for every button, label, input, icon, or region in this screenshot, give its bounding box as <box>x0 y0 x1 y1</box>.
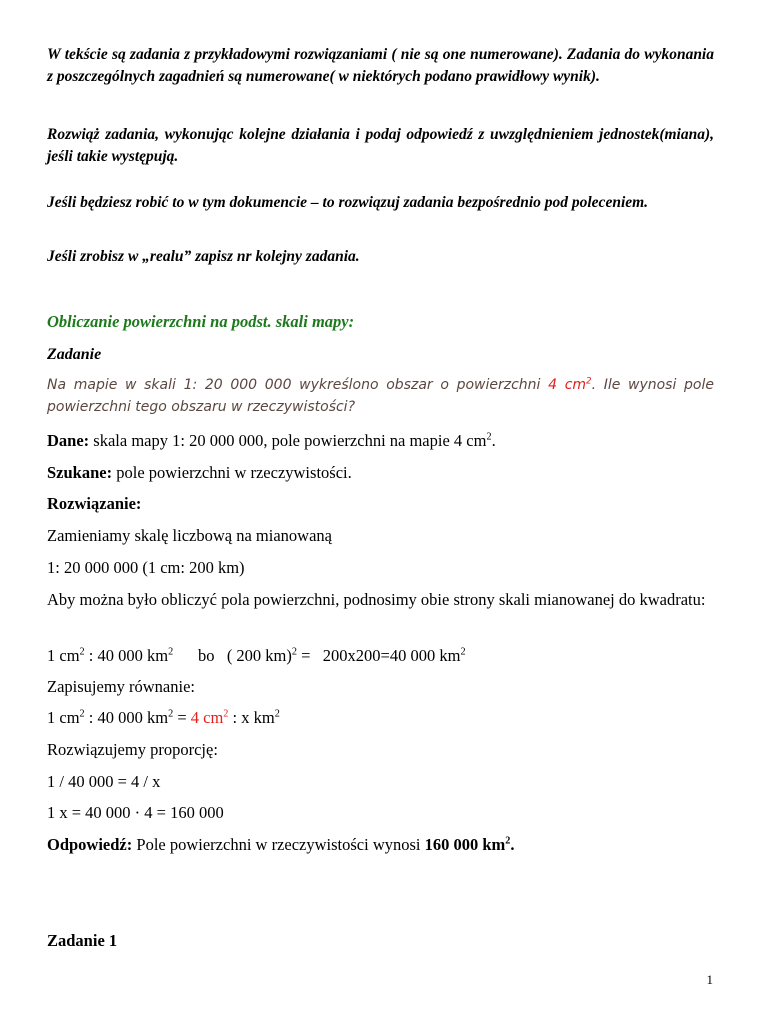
solution-step-3: Aby można było obliczyć pola powierzchni, podnosimy obie strony skali mianowanej do kwadratu: <box>47 590 706 609</box>
answer-value-sup: 2 <box>505 835 511 847</box>
task-text-after: . Ile wynosi pole powierzchni tego obszaru w rzeczywistości? <box>47 377 714 415</box>
eq2-c: = <box>173 708 191 727</box>
section-heading: Obliczanie powierzchni na podst. skali mapy: <box>47 312 355 331</box>
solution-step-1: Zamieniamy skalę liczbową na mianowaną <box>47 526 332 545</box>
given-data-line <box>47 430 714 452</box>
eq1-b-sup: 2 <box>168 646 174 658</box>
intro-paragraph-2: Rozwiąż zadania, wykonując kolejne działania i podaj odpowiedź z uwzględnieniem jednostek(miana), jeśli takie występują. <box>47 126 714 165</box>
eq2-b: : 40 000 km <box>84 708 169 727</box>
eq2-d: : x km <box>228 708 275 727</box>
eq1-b: : 40 000 km <box>84 646 169 665</box>
eq1-c: bo ( 200 km) <box>173 646 292 665</box>
eq2-a-sup: 2 <box>79 708 85 720</box>
answer-value <box>425 835 515 854</box>
task-statement <box>47 374 714 418</box>
given-sup: 2 <box>486 431 492 443</box>
solution-step-7: 1 x = 40 000 · 4 = 160 000 <box>47 803 224 822</box>
eq2-red: 4 cm <box>190 708 224 727</box>
eq2-a: 1 cm <box>47 708 80 727</box>
given-label: Dane: <box>47 431 90 450</box>
equation-2 <box>47 707 714 729</box>
task-highlight-value: 4 cm <box>548 377 587 393</box>
answer-label: Odpowiedź: <box>47 835 133 854</box>
eq1-c-sup: 2 <box>291 646 297 658</box>
solution-step-6: 1 / 40 000 = 4 / x <box>47 772 161 791</box>
solution-label: Rozwiązanie: <box>47 494 142 513</box>
intro-paragraph-4: Jeśli zrobisz w „realu” zapisz nr kolejny zadania. <box>47 248 360 265</box>
next-task-label: Zadanie 1 <box>47 931 118 950</box>
solution-step-5: Rozwiązujemy proporcję: <box>47 740 218 759</box>
eq1-a-sup: 2 <box>79 646 85 658</box>
equation-1 <box>47 645 714 667</box>
solution-step-2: 1: 20 000 000 (1 cm: 200 km) <box>47 558 245 577</box>
sought-text: pole powierzchni w rzeczywistości. <box>112 463 352 482</box>
sought-label: Szukane: <box>47 463 113 482</box>
answer-line <box>47 834 714 856</box>
intro-paragraph-1: W tekście są zadania z przykładowymi rozwiązaniami ( nie są one numerowane). Zadania do wykonania z poszczególnych zagadnień są numerowane( w niektórych podano prawidłowy wynik). <box>47 46 714 85</box>
eq2-red-sup: 2 <box>223 708 229 720</box>
answer-text: Pole powierzchni w rzeczywistości wynosi <box>132 835 425 854</box>
eq1-d: = 200x200=40 000 km <box>297 646 461 665</box>
intro-paragraph-3: Jeśli będziesz robić to w tym dokumencie – to rozwiązuj zadania bezpośrednio pod poleceniem. <box>47 194 649 211</box>
eq2-highlight <box>191 708 229 727</box>
task-highlight <box>548 377 591 393</box>
page-number: 1 <box>706 972 713 987</box>
given-end: . <box>491 431 496 450</box>
eq1-d-sup: 2 <box>460 646 466 658</box>
eq1-a: 1 cm <box>47 646 80 665</box>
sought-line <box>47 462 714 484</box>
task-highlight-sup: 2 <box>586 376 592 387</box>
solution-step-4: Zapisujemy równanie: <box>47 677 196 696</box>
document-page <box>47 0 714 1024</box>
eq2-d-sup: 2 <box>274 708 280 720</box>
example-label: Zadanie <box>47 346 102 363</box>
eq2-b-sup: 2 <box>168 708 174 720</box>
answer-end: . <box>510 835 515 854</box>
given-text: skala mapy 1: 20 000 000, pole powierzchni na mapie 4 cm <box>89 431 487 450</box>
answer-value-number: 160 000 km <box>424 835 506 854</box>
task-text-before: Na mapie w skali 1: 20 000 000 wykreślono obszar o powierzchni <box>47 377 549 393</box>
